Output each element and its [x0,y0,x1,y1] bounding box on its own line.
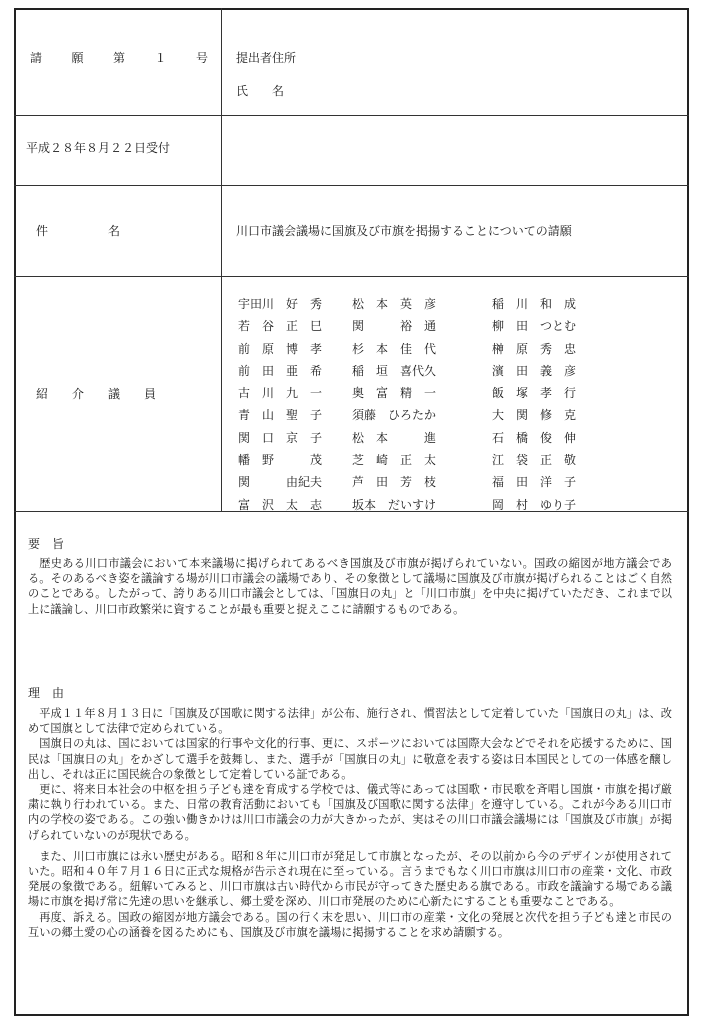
introducer-name: 芦 田 芳 枝 [352,475,437,490]
introducer-name: 稲 川 和 成 [492,297,577,311]
introducer-name: 前 原 博 孝 [238,341,323,356]
introducer-name: 江 袋 正 敬 [492,453,577,468]
introducer-name: 石 橋 俊 伸 [492,430,577,445]
introducer-name: 宇田川 好 秀 [238,297,323,311]
introducer-name: 奥 富 精 一 [352,386,437,401]
introducer-name: 関 由紀夫 [238,475,323,490]
received-date: 平成２８年８月２２日受付 [26,141,171,155]
introducer-name: 榊 原 秀 忠 [492,341,577,356]
introducer-name: 大 関 修 克 [492,408,577,423]
subject-title: 川口市議会議場に国旗及び市旗を掲揚することについての請願 [236,224,572,238]
summary-heading: 要 旨 [28,537,65,551]
row-divider-subject [14,185,689,186]
introducer-name: 関 口 京 子 [238,430,323,445]
reason-paragraph: 更に、将来日本社会の中枢を担う子ども達を育成する学校では、儀式等にあっては国歌・市民歌を斉唱し国旗・市旗を掲げ厳粛に執り行われている。また、日常の教育活動においても「国旗及び国歌に関する法律」を遵守している。これが今ある川口市内の学校の姿である。この強い働きかけは川口市議会の力が大きかったが、実はその川口市議会議場には「国旗及び市旗」が掲げられていないのが現状である。 [28,783,672,842]
introducer-name: 柳 田 つとむ [492,319,577,334]
row-divider-introducers [14,276,689,277]
introducer-name: 古 川 九 一 [238,386,323,401]
summary-body [28,556,672,617]
introducer-name: 関 裕 通 [352,319,437,334]
introducer-name: 若 谷 正 巳 [238,319,323,334]
introducer-name: 濱 田 義 彦 [492,363,577,378]
summary-text: 歴史ある川口市議会において本来議場に掲げられてあるべき国旗及び市旗が掲げられていない。国政の縮図が地方議会である。そのあるべき姿を議論する場が川口市議会の議場であり、その象徴として議場に国旗及び市旗が掲げられることはごく自然のことである。したがって、誇りある川口市議会としては、「国旗日の丸」と「川口市旗」を中央に掲げていただき、これまで以上に議論し、川口市政繁栄に資することが最も重要と捉えここに請願するものである。 [28,557,672,616]
introducer-name: 稲 垣 喜代久 [352,363,437,378]
introducer-name: 松 本 進 [352,430,437,445]
introducer-name: 富 沢 太 志 [238,497,323,512]
label-column-divider [221,8,222,511]
reason-paragraph: 国旗日の丸は、国においては国家的行事や文化的行事、更に、スポーツにおいては国際大会などでそれを応援するために、国民は「国旗日の丸」をかざして選手を鼓舞し、また、選手が「国旗日の丸」に敬意を表する姿は日本国民としての一体感を醸し出し、それは正に国民統合の象徴として定着している証である。 [28,737,672,781]
introducer-name: 杉 本 佳 代 [352,341,437,356]
introducer-name: 青 山 聖 子 [238,408,323,423]
introducer-name: 芝 崎 正 太 [352,453,437,468]
introducer-name: 飯 塚 孝 行 [492,386,577,401]
introducer-name: 岡 村 ゆり子 [492,497,577,512]
introducer-name: 前 田 亜 希 [238,363,323,378]
introducers-label: 紹 介 議 員 [36,387,157,401]
introducer-name: 須藤 ひろたか [352,408,437,423]
introducer-name: 松 本 英 彦 [352,297,437,311]
introducer-name: 福 田 洋 子 [492,475,577,490]
reason-paragraph: 平成１１年８月１３日に「国旗及び国歌に関する法律」が公布、施行され、慣習法として定着していた「国旗日の丸」は、改めて国旗として法律で定められている。 [28,707,672,736]
introducer-list [238,293,592,516]
introducer-name: 坂本 だいすけ [352,497,437,512]
row-divider-received [14,115,689,116]
reason-paragraph: また、川口市旗には永い歴史がある。昭和８年に川口市が発足して市旗となったが、その以前から今のデザインが使用されていた。昭和４０年７月１６日に正式な規格が告示され現在に至っている。言うまでもなく川口市旗は川口市の産業・文化、市政発展の象徴である。紐解いてみると、川口市旗は古い時代から市民が守ってきた歴史ある旗である。市政を議論する場である議場に市旗を掲げ常に先達の思いを継承し、郷土愛を深め、川口市発展のために心新たにすることも重要なことである。 [28,849,672,909]
reason-paragraph: 再度、訴える。国政の縮図が地方議会である。国の行く末を思い、川口市の産業・文化の発展と次代を担う子ども達と市民の互いの郷土愛の心の涵養を図るためにも、国旗及び市旗を議場に掲揚することを求め請願する。 [28,910,672,939]
reason-body [28,706,672,940]
submitter-name-label: 氏 名 [236,84,285,98]
reason-heading: 理 由 [28,686,65,700]
petition-number: 請 願 第 １ 号 [30,51,208,65]
subject-label: 件 名 [36,224,121,238]
submitter-address-label: 提出者住所 [236,51,297,65]
introducer-name: 幡 野 茂 [238,453,323,468]
